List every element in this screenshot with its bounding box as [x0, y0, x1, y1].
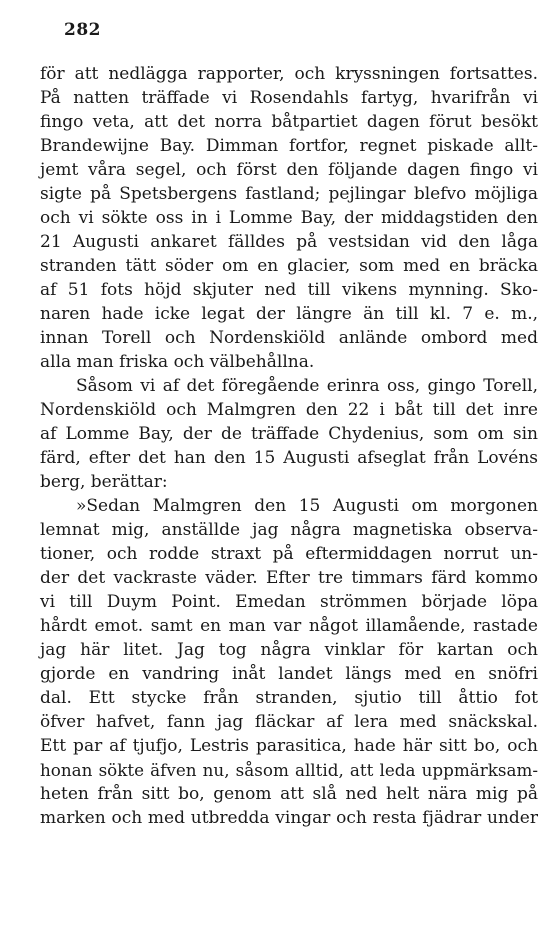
text-line: Såsom vi af det föregående erinra oss, gingo Torell,: [76, 376, 538, 396]
text-line: dal. Ett stycke från stranden, sjutio till åttio fot: [40, 688, 538, 708]
text-line: innan Torell och Nordenskiöld anlände ombord med: [40, 328, 538, 348]
text-line: »Sedan Malmgren den 15 Augusti om morgonen: [76, 496, 538, 516]
text-line: för att nedlägga rapporter, och kryssningen fortsattes.: [40, 64, 538, 84]
body-text: [40, 62, 538, 830]
text-line: jag här litet. Jag tog några vinklar för kartan och: [40, 640, 538, 660]
text-line: jemt våra segel, och först den följande dagen fingo vi: [40, 160, 538, 180]
text-line: fingo veta, att det norra båtpartiet dagen förut besökt: [40, 112, 538, 132]
text-line: stranden tätt söder om en glacier, som med en bräcka: [40, 256, 538, 276]
text-line: gjorde en vandring inåt landet längs med en snöfri: [40, 664, 538, 684]
text-line: honan sökte äfven nu, såsom alltid, att leda uppmärksam-: [40, 760, 538, 780]
text-line: berg, berättar:: [40, 472, 168, 492]
text-line: heten från sitt bo, genom att slå ned helt nära mig på: [40, 784, 538, 804]
text-line: Brandewijne Bay. Dimman fortfor, regnet piskade allt-: [40, 136, 538, 156]
text-line: 21 Augusti ankaret fälldes på vestsidan vid den låga: [40, 232, 538, 252]
text-line: af 51 fots höjd skjuter ned till vikens mynning. Sko-: [40, 280, 538, 300]
text-line: och vi sökte oss in i Lomme Bay, der middagstiden den: [40, 208, 538, 228]
text-line: marken och med utbredda vingar och resta fjädrar under: [40, 808, 538, 828]
text-line: färd, efter det han den 15 Augusti afseglat från Lovéns: [40, 448, 538, 468]
text-line: Nordenskiöld och Malmgren den 22 i båt till det inre: [40, 400, 538, 420]
text-line: sigte på Spetsbergens fastland; pejlingar blefvo möjliga: [40, 184, 538, 204]
text-line: öfver hafvet, fann jag fläckar af lera med snäckskal.: [40, 712, 538, 732]
page-number: 282: [64, 20, 101, 40]
text-line: Ett par af tjufjo, Lestris parasitica, hade här sitt bo, och: [40, 736, 538, 756]
text-line: lemnat mig, anställde jag några magnetiska observa-: [40, 520, 538, 540]
text-line: vi till Duym Point. Emedan strömmen började löpa: [40, 592, 538, 612]
text-line: alla man friska och välbehållna.: [40, 352, 315, 372]
text-line: tioner, och rodde straxt på eftermiddagen norrut un-: [40, 544, 538, 564]
text-line: der det vackraste väder. Efter tre timmars färd kommo: [40, 568, 538, 588]
text-line: hårdt emot. samt en man var något illamående, rastade: [40, 616, 538, 636]
text-line: af Lomme Bay, der de träffade Chydenius, som om sin: [40, 424, 538, 444]
text-line: På natten träffade vi Rosendahls fartyg, hvarifrån vi: [40, 88, 538, 108]
text-line: naren hade icke legat der längre än till kl. 7 e. m.,: [40, 304, 538, 324]
